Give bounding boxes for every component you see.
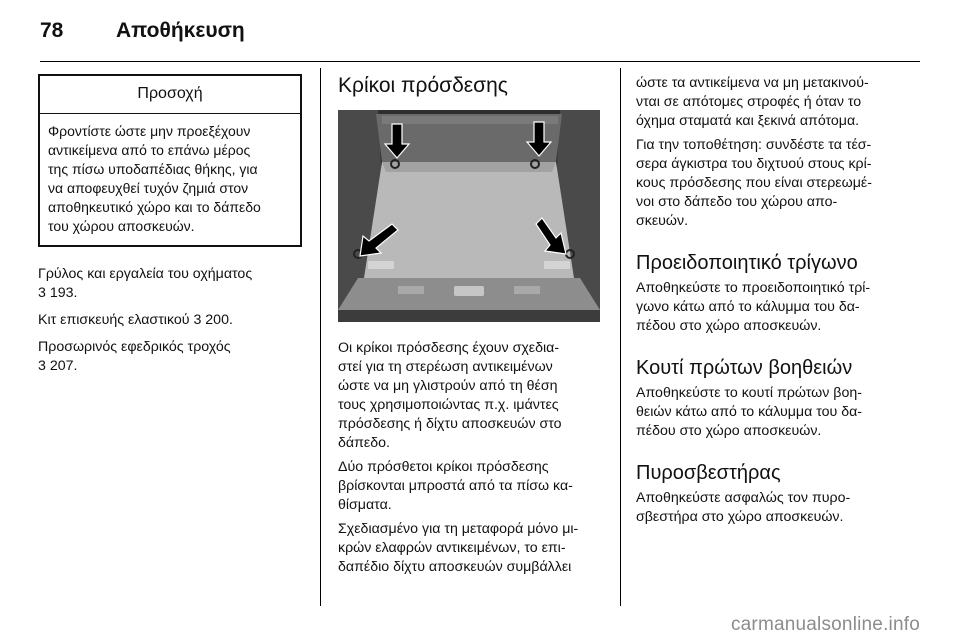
page-number: 78 <box>40 19 64 42</box>
first-aid-text <box>636 384 908 441</box>
body-line: Σχεδιασμένο για τη μεταφορά μόνο μι- <box>338 521 579 537</box>
fire-extinguisher-text <box>636 489 908 527</box>
load-compartment-photo <box>338 110 600 322</box>
lashing-eyes-illustration <box>338 110 600 322</box>
body-line: Δύο πρόσθετοι κρίκοι πρόσδεσης <box>338 459 549 475</box>
body-line: Για την τοποθέτηση: συνδέστε τα τέσ- <box>636 137 872 153</box>
body-line: τους χρησιμοποιώντας π.χ. ιμάντες <box>338 397 559 413</box>
net-paragraph <box>636 74 908 131</box>
body-line: δάπεδο. <box>338 435 390 451</box>
ref-line: Προσωρινός εφεδρικός τροχός <box>38 339 231 355</box>
fire-extinguisher-heading: Πυροσβεστήρας <box>636 462 781 484</box>
caution-box <box>38 74 302 247</box>
body-line: βρίσκονται μπροστά από τα πίσω κα- <box>338 478 573 494</box>
lashing-paragraph <box>338 339 600 453</box>
body-line: Αποθηκεύστε το κουτί πρώτων βοη- <box>636 385 862 401</box>
ref-spare-wheel[interactable] <box>38 338 302 376</box>
caution-text <box>40 114 300 245</box>
body-line: ώστε τα αντικείμενα να μη μετακινού- <box>636 75 869 91</box>
body-line: πέδου στο χώρο αποσκευών. <box>636 318 822 334</box>
column-1 <box>38 74 302 376</box>
column-divider-1 <box>320 68 321 606</box>
body-line: νται σε απότομες στροφές ή όταν το <box>636 94 862 110</box>
body-line: Αποθηκεύστε ασφαλώς τον πυρο- <box>636 490 851 506</box>
body-line: σβεστήρα στο χώρο αποσκευών. <box>636 509 844 525</box>
ref-line: Γρύλος και εργαλεία του οχήματος <box>38 266 253 282</box>
body-line: σερα άγκιστρα του διχτυού στους κρί- <box>636 156 872 172</box>
column-2 <box>338 74 600 577</box>
body-line: στεί για τη στερέωση αντικειμένων <box>338 359 553 375</box>
body-line: θίσματα. <box>338 497 392 513</box>
net-fitting-paragraph <box>636 136 908 231</box>
body-line: δαπέδιο δίχτυ αποσκευών συμβάλλει <box>338 559 572 575</box>
body-line: γωνο κάτω από το κάλυμμα του δα- <box>636 299 860 315</box>
body-line: Αποθηκεύστε το προειδοποιητικό τρί- <box>636 280 871 296</box>
caution-line: Φροντίστε ώστε μην προεξέχουν <box>48 123 251 139</box>
section-title: Αποθήκευση <box>116 19 245 42</box>
body-line: πρόσδεσης ή δίχτυ αποσκευών στο <box>338 416 562 432</box>
body-line: κους πρόσδεσης που είναι στερεωμέ- <box>636 175 872 191</box>
header-rule <box>40 61 920 62</box>
caution-line: του χώρου αποσκευών. <box>48 218 195 234</box>
body-line: κρών ελαφρών αντικειμένων, το επι- <box>338 540 566 556</box>
first-aid-heading: Κουτί πρώτων βοηθειών <box>636 357 853 379</box>
body-line: Οι κρίκοι πρόσδεσης έχουν σχεδια- <box>338 340 560 356</box>
column-3 <box>636 74 908 527</box>
warning-triangle-text <box>636 279 908 336</box>
caution-line: αποθηκευτικό χώρο και το δάπεδο <box>48 199 261 215</box>
ref-tyre-repair-kit[interactable] <box>38 311 302 330</box>
caution-line: να αποφευχθεί τυχόν ζημιά στον <box>48 180 249 196</box>
watermark: carmanualsonline.info <box>730 614 920 635</box>
lashing-paragraph <box>338 458 600 515</box>
caution-line: της πίσω υποδαπέδιας θήκης, για <box>48 161 258 177</box>
body-line: ώστε να μη γλιστρούν από τη θέση <box>338 378 558 394</box>
caution-line: αντικείμενα από το επάνω μέρος <box>48 142 251 158</box>
body-line: νοι στο δάπεδο του χώρου απο- <box>636 194 838 210</box>
ref-line: 3 207. <box>38 358 78 374</box>
body-line: θειών κάτω από το κάλυμμα του δα- <box>636 404 863 420</box>
body-line: πέδου στο χώρο αποσκευών. <box>636 423 822 439</box>
ref-line: Κιτ επισκευής ελαστικού 3 200. <box>38 312 233 328</box>
lashing-heading: Κρίκοι πρόσδεσης <box>338 74 508 97</box>
column-divider-2 <box>620 68 621 606</box>
body-line: όχημα σταματά και ξεκινά απότομα. <box>636 113 860 129</box>
body-line: σκευών. <box>636 213 689 229</box>
lashing-paragraph <box>338 520 600 577</box>
ref-line: 3 193. <box>38 285 78 301</box>
warning-triangle-heading: Προειδοποιητικό τρίγωνο <box>636 252 858 274</box>
ref-jack-tools[interactable] <box>38 265 302 303</box>
caution-title: Προσοχή <box>40 76 300 114</box>
